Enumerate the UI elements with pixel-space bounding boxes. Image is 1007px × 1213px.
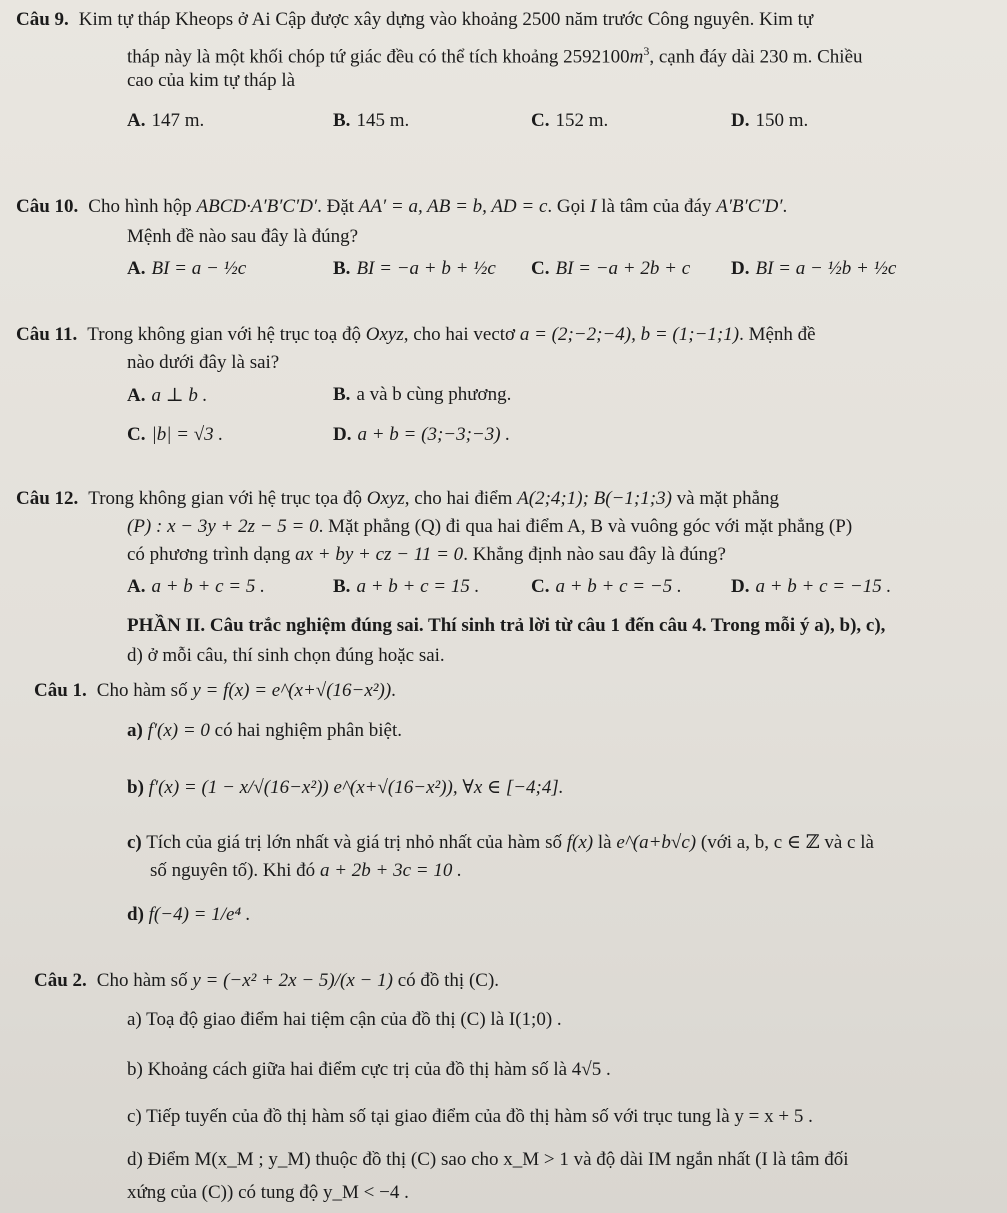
q12-plane: (P) : x − 3y + 2z − 5 = 0	[127, 516, 319, 537]
q11-option-a[interactable]	[127, 384, 207, 407]
q9-text2b: , cạnh đáy dài 230 m. Chiều	[649, 46, 863, 68]
q10-option-b[interactable]	[333, 258, 496, 280]
q10-label: Câu 10.	[16, 196, 79, 217]
option-text: a + b + c = 5 .	[151, 576, 265, 597]
p2-function: y = (−x² + 2x − 5)/(x − 1)	[192, 970, 393, 991]
q10-option-a[interactable]	[127, 258, 246, 280]
p2-text: có đồ thị (C).	[397, 970, 500, 991]
q9-option-b[interactable]	[333, 110, 409, 132]
p2-text: Cho hàm số	[96, 970, 188, 991]
part2-heading-line1: PHẦN II. Câu trắc nghiệm đúng sai. Thí sinh trả lời từ câu 1 đến câu 4. Trong mỗi ý a), b), c),	[127, 615, 886, 636]
item-label: c)	[127, 832, 142, 853]
q9-label: Câu 9.	[16, 9, 69, 30]
p1-c-text: số nguyên tố). Khi đó	[150, 860, 316, 881]
p1-c-fx: f(x)	[566, 832, 594, 853]
q11-option-c[interactable]	[127, 424, 223, 446]
q12-option-d[interactable]	[731, 576, 891, 598]
option-letter: C.	[127, 424, 146, 445]
p2-intro	[34, 968, 499, 994]
option-letter: B.	[333, 384, 351, 405]
q11-system: Oxyz	[365, 324, 404, 345]
q10-line1: Câu 10. Cho hình hộp ABCD·A′B′C′D′. Đặt AA′ = a, AB = b, AD = c. Gọi I là tâm của đáy A′B′C′D′.	[16, 196, 788, 217]
q12-text: có phương trình dạng	[127, 544, 291, 565]
q11-option-b[interactable]	[333, 384, 511, 406]
q11-line2: nào dưới đây là sai?	[127, 352, 280, 373]
q12-points: A(2;4;1); B(−1;1;3)	[517, 488, 672, 509]
p1-a-text: có hai nghiệm phân biệt.	[214, 720, 402, 741]
q12-text: và mặt phẳng	[676, 488, 780, 509]
p2-item-b[interactable]: b) Khoảng cách giữa hai điểm cực trị của đồ thị hàm số là 4√5 .	[127, 1059, 611, 1080]
option-text: a ⊥ b .	[151, 385, 208, 406]
q9-line2	[127, 38, 863, 70]
q9-option-c[interactable]	[531, 110, 608, 132]
option-text: a + b + c = 15 .	[356, 576, 480, 597]
p1-c-text: Tích của giá trị lớn nhất và giá trị nhỏ nhất của hàm số	[146, 832, 562, 853]
p1-b-expr: f′(x) = (1 − x/√(16−x²)) e^(x+√(16−x²)), ∀x ∈ [−4;4].	[148, 777, 564, 798]
q12-option-a[interactable]	[127, 576, 265, 598]
option-text: 145 m.	[356, 110, 410, 131]
option-letter: D.	[333, 424, 352, 445]
q12-line2	[127, 514, 852, 540]
q10-base: A′B′C′D′	[716, 196, 783, 217]
option-letter: D.	[731, 110, 750, 131]
option-text: a và b cùng phương.	[356, 384, 512, 405]
p1-d-expr: f(−4) = 1/e⁴ .	[148, 904, 251, 925]
option-letter: B.	[333, 110, 351, 131]
q12-system: Oxyz	[366, 488, 405, 509]
p1-item-a[interactable]	[127, 718, 402, 744]
item-label: d)	[127, 904, 144, 925]
q11-text: Trong không gian với hệ trục toạ độ	[87, 324, 361, 345]
option-letter: C.	[531, 110, 550, 131]
p2-label: Câu 2.	[34, 970, 87, 991]
option-text: |b| = √3 .	[151, 424, 224, 445]
option-letter: D.	[731, 258, 750, 279]
q10-point-i: I	[590, 196, 597, 217]
option-text: BI = −a + b + ½c	[356, 258, 496, 279]
option-text: BI = a − ½b + ½c	[755, 258, 897, 279]
q11-text: . Mệnh đề	[739, 324, 816, 345]
item-label: b)	[127, 777, 144, 798]
q9-option-d[interactable]	[731, 110, 808, 132]
option-letter: B.	[333, 576, 351, 597]
p1-c-exp: e^(a+b√c)	[616, 832, 697, 853]
q11-label: Câu 11.	[16, 324, 78, 345]
p1-c-expr: a + 2b + 3c = 10 .	[319, 860, 462, 881]
option-text: 150 m.	[755, 110, 809, 131]
p1-item-c-line2	[150, 858, 462, 884]
q12-text: . Khẳng định nào sau đây là đúng?	[463, 544, 726, 565]
q12-text: Trong không gian với hệ trục tọa độ	[88, 488, 363, 509]
q12-line3	[127, 542, 726, 568]
p1-a-expr: f′(x) = 0	[147, 720, 210, 741]
q10-solid: ABCD·A′B′C′D′	[196, 196, 318, 217]
option-letter: A.	[127, 258, 146, 279]
q10-text: Cho hình hộp	[88, 196, 192, 217]
p1-label: Câu 1.	[34, 680, 87, 701]
q10-question: Mệnh đề nào sau đây là đúng?	[127, 226, 359, 247]
option-letter: A.	[127, 385, 146, 406]
option-text: 152 m.	[555, 110, 609, 131]
p1-c-text: (với a, b, c ∈ ℤ và c là	[700, 832, 874, 853]
option-text: BI = a − ½c	[151, 258, 247, 279]
p1-intro: Câu 1. Cho hàm số y = f(x) = e^(x+√(16−x²)).	[34, 680, 396, 701]
p1-text: Cho hàm số	[96, 680, 188, 701]
option-letter: A.	[127, 576, 146, 597]
p2-item-d-line2: xứng của (C)) có tung độ y_M < −4 .	[127, 1182, 409, 1203]
p2-item-c[interactable]: c) Tiếp tuyến của đồ thị hàm số tại giao điểm của đồ thị hàm số với trục tung là y = x + 5 .	[127, 1106, 813, 1127]
q12-line1	[16, 486, 779, 512]
q12-option-b[interactable]	[333, 576, 479, 598]
q9-unit: m	[629, 46, 644, 68]
q10-text: . Đặt	[317, 196, 355, 217]
q12-equation: ax + by + cz − 11 = 0	[295, 544, 464, 565]
q9-text2a: tháp này là một khối chóp tứ giác đều có thể tích khoảng 2592100	[127, 46, 630, 68]
q9-text: Kim tự tháp Kheops ở Ai Cập được xây dựng vào khoảng 2500 năm trước Công nguyên. Kim tự	[78, 9, 814, 30]
p2-item-d[interactable]: d) Điểm M(x_M ; y_M) thuộc đồ thị (C) sao cho x_M > 1 và độ dài IM ngắn nhất (I là tâm đối	[127, 1149, 849, 1170]
option-text: a + b + c = −15 .	[755, 576, 892, 597]
q10-vector-defs: AA′ = a, AB = b, AD = c	[358, 196, 548, 217]
p1-item-b[interactable]	[127, 775, 564, 801]
option-text: 147 m.	[151, 110, 205, 131]
q10-text: . Gọi	[547, 196, 586, 217]
q12-label: Câu 12.	[16, 488, 79, 509]
q10-text: là tâm của đáy	[601, 196, 712, 217]
q9-line1	[16, 7, 813, 33]
q9-option-a[interactable]	[127, 110, 204, 132]
q11-text: , cho hai vectơ	[403, 324, 516, 345]
q12-text: . Mặt phẳng (Q) đi qua hai điểm A, B và vuông góc với mặt phẳng (P)	[318, 516, 853, 537]
option-text: BI = −a + 2b + c	[555, 258, 691, 279]
p1-function: y = f(x) = e^(x+√(16−x²))	[192, 680, 392, 701]
q12-text: , cho hai điểm	[404, 488, 513, 509]
q12-option-c[interactable]	[531, 576, 682, 598]
p1-item-c[interactable]	[127, 830, 874, 856]
q10-option-c[interactable]	[531, 258, 690, 280]
option-letter: C.	[531, 576, 550, 597]
part2-heading-line2: d) ở mỗi câu, thí sinh chọn đúng hoặc sai.	[127, 645, 445, 666]
option-letter: D.	[731, 576, 750, 597]
q11-option-d[interactable]	[333, 424, 510, 446]
q10-option-d[interactable]	[731, 258, 896, 280]
option-text: a + b + c = −5 .	[555, 576, 682, 597]
p1-c-text: là	[597, 832, 612, 853]
q11-vectors: a = (2;−2;−4), b = (1;−1;1)	[519, 324, 740, 345]
option-text: a + b = (3;−3;−3) .	[357, 424, 511, 445]
p2-item-a[interactable]: a) Toạ độ giao điểm hai tiệm cận của đồ thị (C) là I(1;0) .	[127, 1009, 562, 1030]
option-letter: C.	[531, 258, 550, 279]
p1-item-d[interactable]	[127, 902, 251, 928]
option-letter: A.	[127, 110, 146, 131]
q11-line1	[16, 322, 816, 348]
item-label: a)	[127, 720, 143, 741]
option-letter: B.	[333, 258, 351, 279]
q9-line3: cao của kim tự tháp là	[127, 70, 296, 91]
q9-unit-exp: 3	[643, 44, 650, 58]
